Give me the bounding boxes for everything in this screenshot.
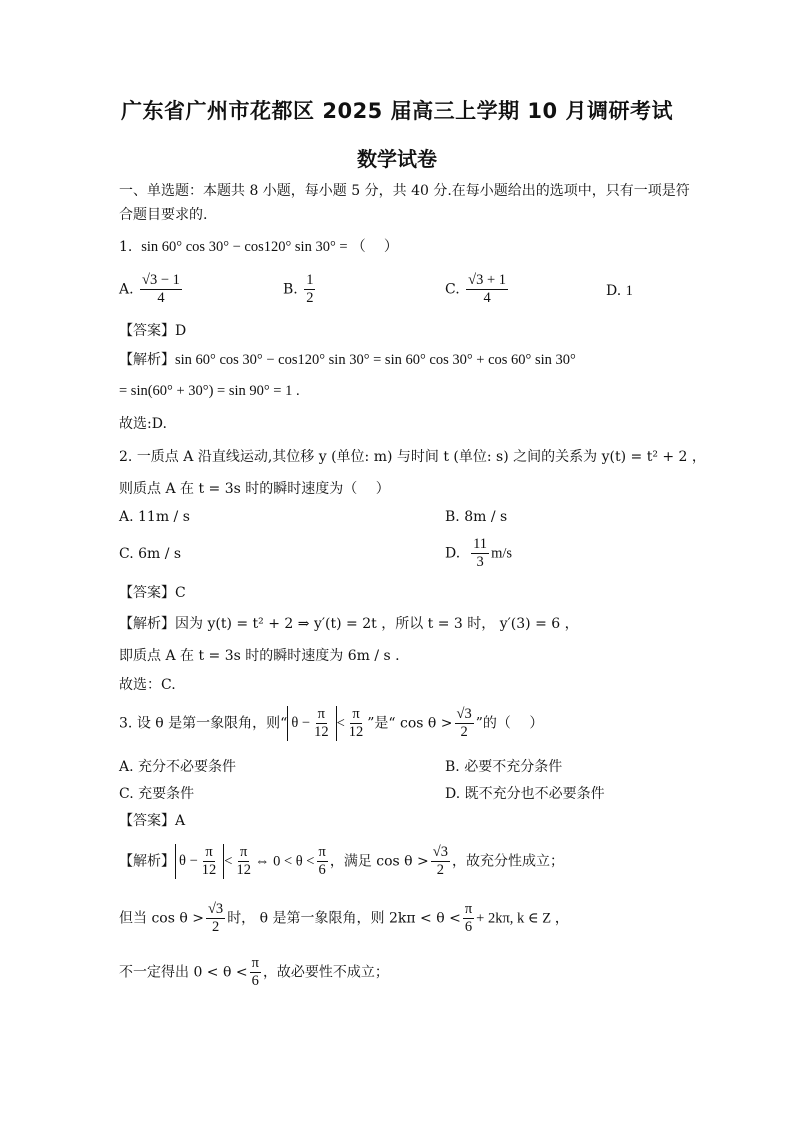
q3-sqrt3-num: √3 (456, 706, 472, 722)
q3-analysis-pi12-num: π (240, 844, 248, 860)
q1-option-b (283, 272, 317, 307)
q2-option-a: A. 11m / s (119, 509, 190, 525)
q3-analysis-line2-pi6 (463, 901, 474, 936)
q3-option-d: D. 既不充分也不必要条件 (445, 786, 605, 802)
q1-option-b-fraction (304, 272, 315, 307)
q3-analysis-lt: < (224, 853, 233, 870)
q3-sqrt3-half (455, 706, 474, 741)
q3-analysis-end1: ，故充分性成立； (452, 853, 565, 870)
q1-option-b-numerator: 1 (306, 272, 314, 288)
q1-analysis-text2: = sin(60° + 30°) = sin 90° = 1 . (119, 383, 300, 399)
q3-number: 3. (119, 715, 133, 732)
q3-analysis-pi6 (317, 844, 328, 879)
q3-option-a: A. 充分不必要条件 (119, 759, 237, 775)
q3-analysis-line2-pi6-num: π (464, 901, 473, 917)
q3-abs-denominator: 12 (314, 724, 329, 740)
q3-analysis-abs (175, 844, 224, 879)
q1-option-a-numerator: √3 − 1 (142, 272, 180, 288)
q3-analysis-iff: ⇔ 0 < θ < (254, 853, 315, 870)
q2-option-b: B. 8m / s (445, 509, 508, 525)
q2-option-d-fraction (471, 536, 489, 571)
q2-option-d-denominator: 3 (476, 554, 484, 570)
q1-option-d-value: 1 (625, 283, 633, 299)
q2-conclusion: 故选：C. (119, 677, 176, 693)
q2-stem-line2: 则质点 A 在 t = 3s 时的瞬时速度为（ ） (119, 481, 390, 497)
q3-analysis-line3-pi6-num: π (251, 955, 259, 971)
q3-analysis-line1 (119, 844, 564, 879)
q3-pi-twelve-num: π (352, 706, 360, 722)
q1-analysis-line2 (119, 381, 300, 401)
q3-stem-pre: 设 θ 是第一象限角，则“ (136, 715, 288, 732)
q1-analysis-line1 (119, 350, 576, 370)
q3-analysis-pi12-den: 12 (236, 862, 251, 878)
q3-analysis-line2-sqrt3-num: √3 (207, 901, 224, 917)
q3-analysis-pre2: 但当 cos θ > (119, 910, 204, 927)
q3-mid: ”是“ cos θ > (367, 715, 453, 732)
q2-number: 2. (119, 449, 133, 465)
q3-stem (119, 706, 543, 741)
q2-analysis-label: 【解析】 (119, 616, 175, 632)
q2-option-d-label: D. (445, 545, 461, 562)
q3-analysis-abs-den: 12 (201, 862, 217, 878)
q3-analysis-pi12 (234, 844, 253, 879)
q3-abs-fraction (312, 706, 331, 741)
q3-analysis-abs-fraction (200, 844, 219, 879)
q1-option-b-denominator: 2 (306, 290, 314, 306)
q3-pi-twelve (347, 706, 366, 741)
q3-abs-expression (287, 706, 336, 741)
q2-analysis-line1 (119, 614, 579, 634)
q2-option-d-unit: m/s (491, 545, 513, 562)
q3-analysis-line3-pi6 (250, 955, 261, 990)
q3-analysis-label: 【解析】 (119, 853, 175, 870)
q1-analysis-label: 【解析】 (119, 352, 175, 368)
q3-analysis-pi6-den: 6 (318, 862, 326, 878)
q1-answer: 【答案】D (119, 323, 187, 339)
q3-analysis-abs-num: π (205, 844, 213, 860)
q1-stem-text: sin 60° cos 30° − cos120° sin 30° = （ ） (141, 239, 399, 255)
q3-analysis-line2-sqrt3-den: 2 (211, 919, 220, 935)
q3-analysis-mid2: 时， θ 是第一象限角，则 2kπ < θ < (227, 910, 461, 927)
q1-option-c (445, 272, 510, 307)
section-intro-line1: 一、单选题：本题共 8 小题，每小题 5 分，共 40 分.在每小题给出的选项中，只有一项是符 (119, 183, 690, 199)
q1-option-a-denominator: 4 (157, 290, 165, 306)
q1-option-c-fraction (466, 272, 508, 307)
q3-analysis-line3 (119, 955, 389, 990)
q1-option-d-label: D. (606, 283, 622, 299)
section-intro-line2: 合题目要求的. (119, 207, 208, 223)
q1-option-b-label: B. (283, 281, 298, 298)
q3-analysis-cond: ，满足 cos θ > (329, 853, 429, 870)
q1-option-c-numerator: √3 + 1 (468, 272, 507, 288)
q2-analysis-text1: 因为 y(t) = t² + 2 ⇒ y′(t) = 2t ，所以 t = 3 时， y′(3) = 6 ， (175, 616, 579, 632)
q3-analysis-end2: + 2kπ, k ∈ Z ， (476, 910, 570, 927)
q2-option-d (445, 536, 512, 571)
q3-option-b: B. 必要不充分条件 (445, 759, 563, 775)
q1-option-c-denominator: 4 (483, 290, 491, 306)
q3-analysis-abs-left: θ − (179, 852, 198, 869)
page-subtitle: 数学试卷 (357, 147, 437, 171)
q3-analysis-sqrt3-den: 2 (436, 862, 445, 878)
q3-analysis-line2-sqrt3-half (206, 901, 225, 936)
q3-analysis-line3-pi6-den: 6 (251, 973, 259, 989)
q3-answer: 【答案】A (119, 813, 186, 829)
q3-analysis-line2 (119, 901, 569, 936)
q2-option-d-numerator: 11 (473, 536, 488, 552)
q3-analysis-pi6-num: π (318, 844, 326, 860)
q3-sqrt3-den: 2 (460, 724, 468, 740)
q3-abs-left: θ − (291, 714, 311, 731)
page-title: 广东省广州市花都区 2025 届高三上学期 10 月调研考试 (121, 99, 673, 123)
q3-analysis-sqrt3-num: √3 (432, 844, 449, 860)
q3-pi-twelve-den: 12 (348, 724, 364, 740)
q1-conclusion: 故选:D. (119, 416, 167, 432)
q1-analysis-text1: sin 60° cos 30° − cos120° sin 30° = sin 60° cos 30° + cos 60° sin 30° (175, 352, 576, 368)
q3-analysis-sqrt3-half (431, 844, 450, 879)
q1-option-c-label: C. (445, 281, 460, 298)
q3-analysis-line2-pi6-den: 6 (464, 919, 473, 935)
q1-option-a-fraction (140, 272, 182, 307)
q1-number: 1. (119, 239, 133, 255)
q1-option-a-label: A. (119, 281, 134, 298)
q3-lt: < (336, 715, 345, 732)
q3-analysis-pre3: 不一定得出 0 < θ < (119, 964, 248, 981)
q1-option-d (606, 281, 633, 301)
q2-option-c: C. 6m / s (119, 546, 182, 562)
q3-abs-numerator: π (317, 706, 325, 722)
q3-analysis-end3: ，故必要性不成立； (262, 964, 389, 981)
q3-stem-post: ”的（ ） (475, 715, 544, 732)
q1-stem (119, 237, 398, 257)
q2-stem-text1: 一质点 A 沿直线运动,其位移 y (单位: m) 与时间 t (单位: s) 之间的关系为 y(t) = t² + 2 ， (136, 449, 706, 465)
q2-stem-line1 (119, 447, 706, 467)
q2-answer: 【答案】C (119, 585, 186, 601)
q3-option-c: C. 充要条件 (119, 786, 195, 802)
q1-option-a (119, 272, 184, 307)
q2-analysis-line2: 即质点 A 在 t = 3s 时的瞬时速度为 6m / s . (119, 648, 400, 664)
